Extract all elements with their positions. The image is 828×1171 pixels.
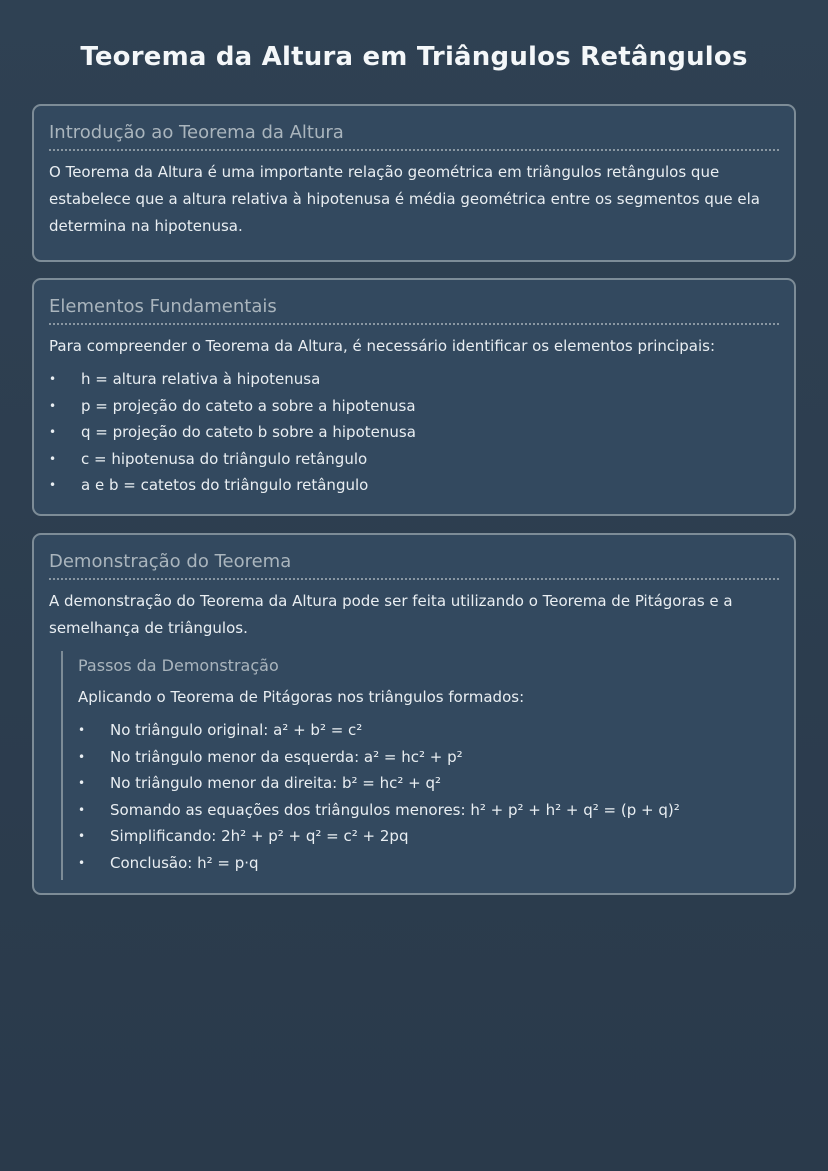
- list-item-text: q = projeção do cateto b sobre a hipotenusa: [81, 423, 416, 441]
- list-item: [78, 744, 779, 771]
- steps-list: [78, 717, 779, 876]
- list-item: [78, 770, 779, 797]
- bullet-icon: •: [78, 829, 86, 843]
- list-item: [78, 717, 779, 744]
- page-title: Teorema da Altura em Triângulos Retângulos: [80, 42, 748, 72]
- list-item: [49, 366, 779, 393]
- elements-card: [32, 278, 796, 516]
- list-item: [49, 446, 779, 473]
- demo-heading: Demonstração do Teorema: [49, 551, 779, 580]
- elements-list: [49, 366, 779, 499]
- bullet-icon: •: [78, 723, 86, 737]
- list-item: [78, 823, 779, 850]
- bullet-icon: •: [78, 855, 86, 870]
- list-item: [49, 419, 779, 446]
- intro-text: O Teorema da Altura é uma importante relação geométrica em triângulos retângulos que estabelece que a altura relativa à hipotenusa é média geométrica entre os segmentos que ela determina na hipotenusa.: [49, 163, 760, 235]
- bullet-icon: •: [49, 372, 57, 386]
- steps-heading: Passos da Demonstração: [78, 656, 279, 675]
- list-item-text: h = altura relativa à hipotenusa: [81, 370, 321, 388]
- bullet-icon: •: [78, 776, 86, 790]
- bullet-icon: •: [78, 802, 86, 817]
- bullet-icon: •: [49, 425, 57, 439]
- list-item-text: Conclusão: h² = p·q: [110, 853, 259, 872]
- steps-text: Aplicando o Teorema de Pitágoras nos triângulos formados:: [78, 688, 525, 706]
- list-item-text: No triângulo menor da esquerda: a² = hc² + p²: [110, 747, 463, 766]
- elements-heading: Elementos Fundamentais: [49, 296, 779, 325]
- list-item: [78, 850, 779, 877]
- list-item: [49, 393, 779, 420]
- demo-text: A demonstração do Teorema da Altura pode ser feita utilizando o Teorema de Pitágoras e a semelhança de triângulos.: [49, 592, 733, 637]
- bullet-icon: •: [49, 398, 57, 413]
- list-item: [78, 797, 779, 824]
- bullet-icon: •: [49, 478, 57, 492]
- demo-card: [32, 533, 796, 895]
- elements-text: Para compreender o Teorema da Altura, é necessário identificar os elementos principais:: [49, 337, 716, 355]
- list-item-text: No triângulo original: a² + b² = c²: [110, 721, 363, 739]
- intro-card: [32, 104, 796, 262]
- list-item-text: No triângulo menor da direita: b² = hc² + q²: [110, 774, 442, 792]
- intro-heading: Introdução ao Teorema da Altura: [49, 122, 779, 151]
- list-item-text: Somando as equações dos triângulos menores: h² + p² + h² + q² = (p + q)²: [110, 800, 680, 819]
- list-item-text: Simplificando: 2h² + p² + q² = c² + 2pq: [110, 827, 409, 845]
- list-item-text: c = hipotenusa do triângulo retângulo: [81, 449, 368, 468]
- bullet-icon: •: [49, 451, 57, 466]
- bullet-icon: •: [78, 749, 86, 764]
- list-item-text: a e b = catetos do triângulo retângulo: [81, 476, 369, 494]
- list-item: [49, 472, 779, 499]
- demo-steps-block: [61, 651, 779, 880]
- list-item-text: p = projeção do cateto a sobre a hipotenusa: [81, 396, 416, 415]
